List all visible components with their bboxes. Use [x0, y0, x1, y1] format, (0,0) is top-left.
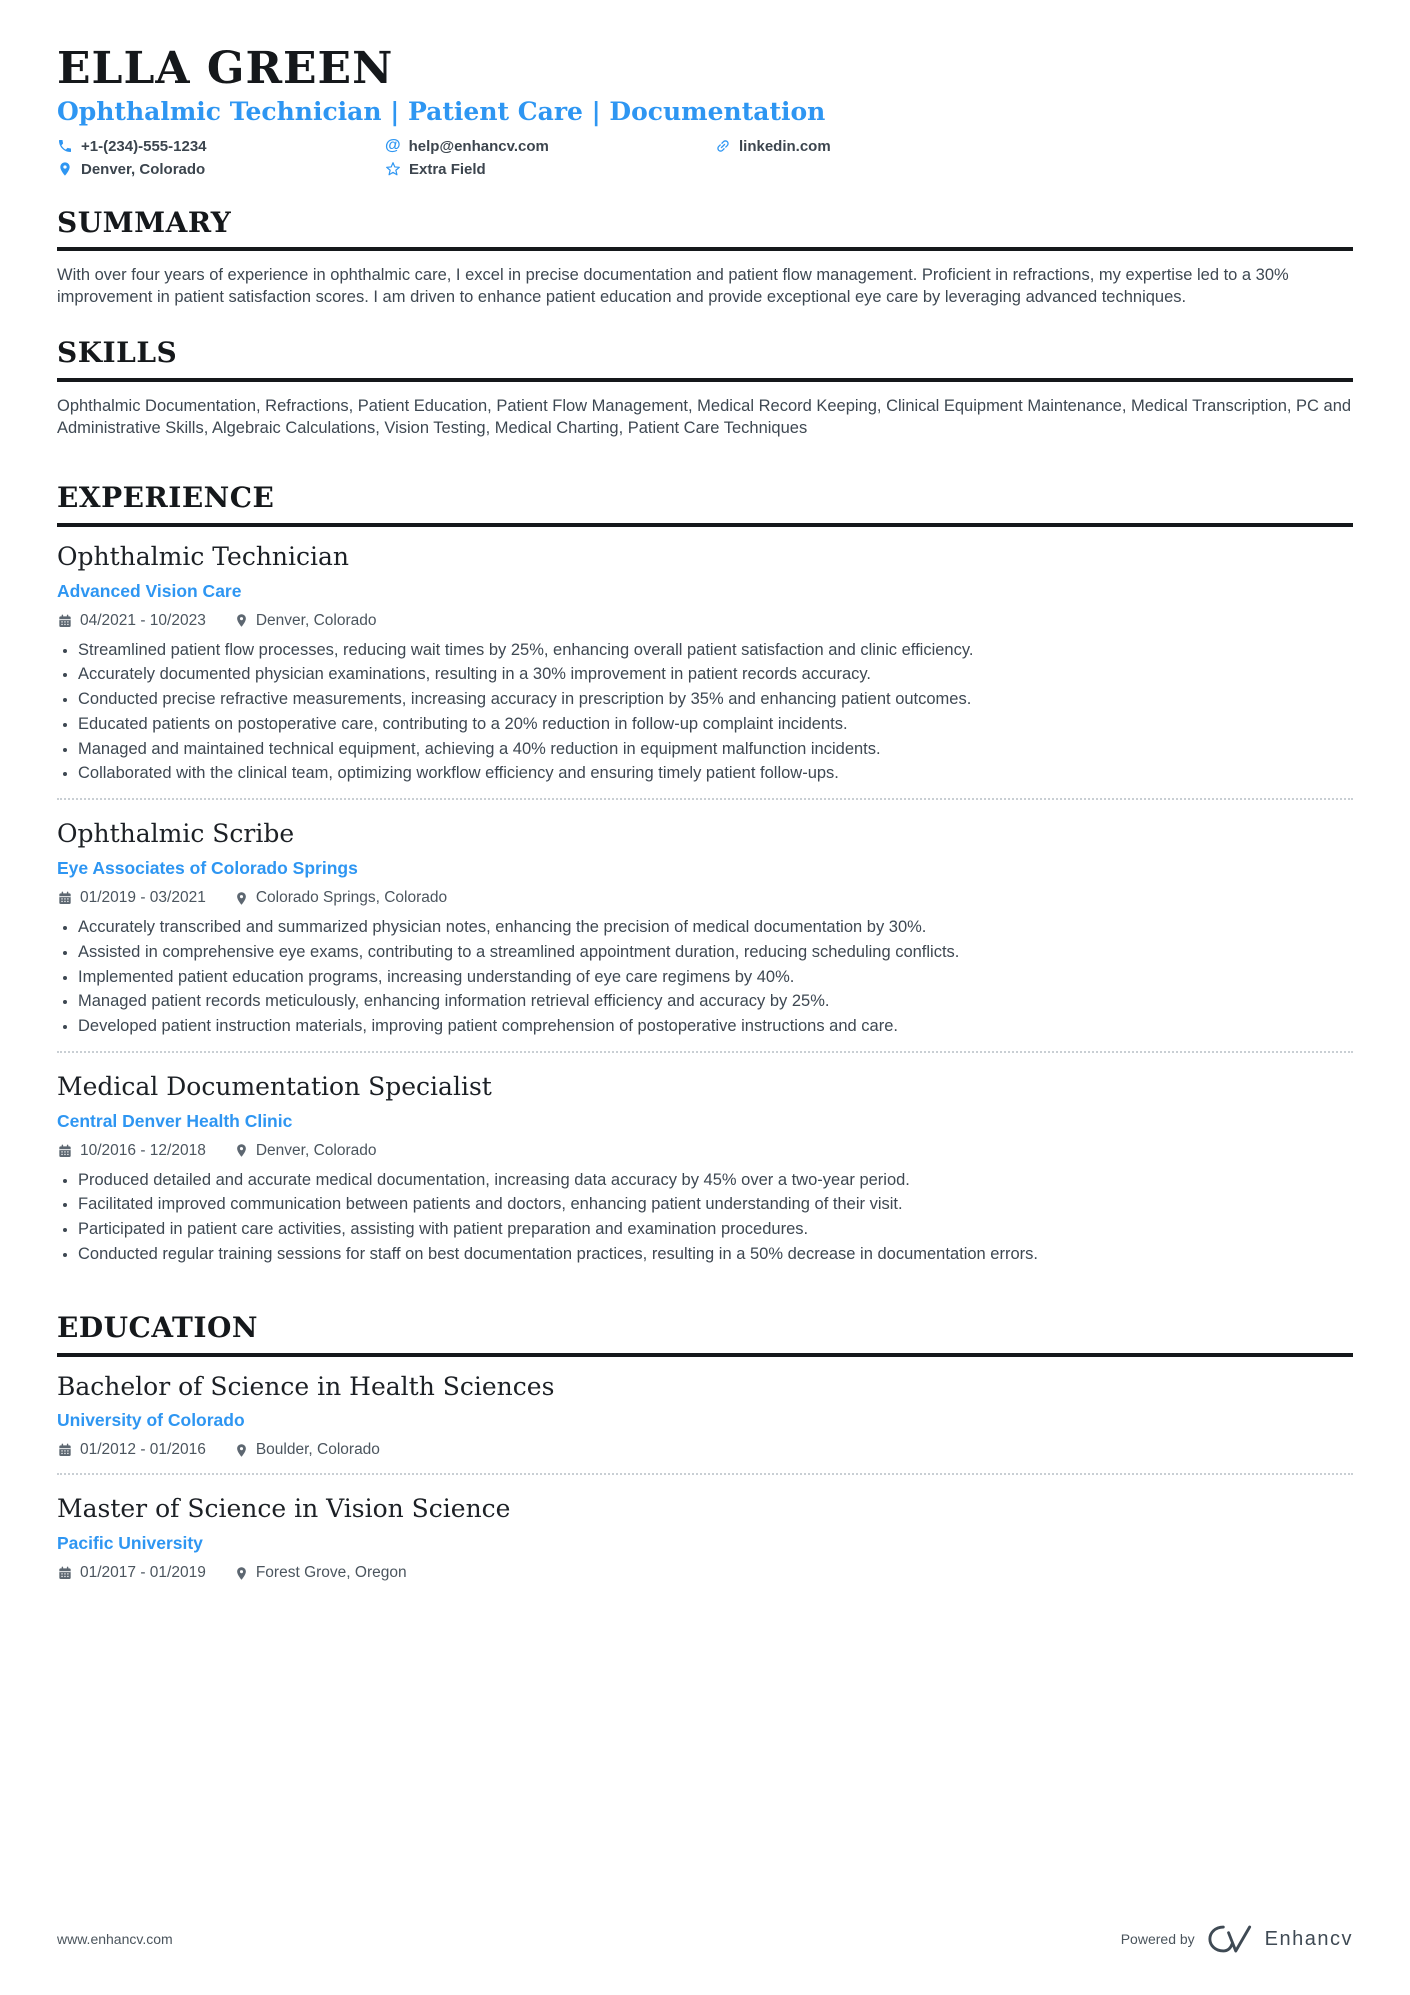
bullet: • Conducted regular training sessions for staff on best documentation practices, resulting in a 50% decrease in documentation errors. — [78, 1244, 1353, 1265]
experience-heading: EXPERIENCE — [57, 483, 1353, 527]
entry-divider — [57, 1051, 1353, 1053]
job-location — [234, 612, 377, 630]
job-dates — [57, 889, 206, 907]
bullet: • Educated patients on postoperative care, contributing to a 20% reduction in follow-up complaint incidents. — [78, 714, 1353, 735]
contact-linkedin[interactable] — [715, 138, 1353, 155]
summary-heading: SUMMARY — [57, 208, 1353, 252]
job-meta — [57, 889, 1353, 907]
bullet: • Conducted precise refractive measurements, increasing accuracy in prescription by 35% and enhancing patient outcomes. — [78, 689, 1353, 710]
summary-section — [57, 205, 1353, 309]
bullet: • Implemented patient education programs, increasing understanding of eye care regimens by 40%. — [78, 967, 1353, 988]
contact-info — [57, 138, 1353, 178]
contact-extra-label: Extra Field — [409, 160, 486, 178]
education-heading: EDUCATION — [57, 1313, 1353, 1357]
contact-phone-label: +1-(234)-555-1234 — [81, 137, 207, 155]
calendar-icon — [57, 1442, 73, 1458]
education-section — [57, 1310, 1353, 1582]
contact-location-label: Denver, Colorado — [81, 160, 206, 178]
job-bullets — [57, 640, 1353, 785]
star-icon — [385, 161, 401, 177]
summary-text: With over four years of experience in ophthalmic care, I excel in precise documentation and patient flow management. Proficient in refractions, my expertise led to a 30% improvement in patient satisfaction scores. I am driven to enhance patient education and provide exceptional eye care by leveraging advanced techniques. — [57, 266, 1289, 306]
location-icon — [234, 891, 249, 906]
location-icon — [57, 161, 73, 177]
degree-title: Bachelor of Science in Health Sciences — [57, 1371, 555, 1401]
school-name: Pacific University — [57, 1533, 203, 1554]
experience-entry — [57, 543, 1353, 784]
company-name: Advanced Vision Care — [57, 580, 242, 601]
degree-location — [234, 1564, 407, 1582]
skills-text: Ophthalmic Documentation, Refractions, Patient Education, Patient Flow Management, Medical Record Keeping, Clinical Equipment Maintenance, Medical Transcription, PC and Administrative Skills, Algebraic Calculations, Vision Testing, Medical Charting, Patient Care Techniques — [57, 397, 1352, 437]
entry-divider — [57, 798, 1353, 800]
calendar-icon — [57, 890, 73, 906]
job-location — [234, 1142, 377, 1160]
bullet: • Participated in patient care activities, assisting with patient preparation and examination procedures. — [78, 1219, 1353, 1240]
degree-location-label: Boulder, Colorado — [255, 1441, 380, 1459]
bullet: • Assisted in comprehensive eye exams, contributing to a streamlined appointment duration, reducing scheduling conflicts. — [78, 942, 1353, 963]
powered-by-label: Powered by — [1120, 1931, 1195, 1947]
calendar-icon — [57, 613, 73, 629]
job-dates-label: 04/2021 - 10/2023 — [80, 611, 206, 629]
job-title: Medical Documentation Specialist — [57, 1071, 492, 1101]
degree-title: Master of Science in Vision Science — [57, 1494, 511, 1524]
job-location — [234, 889, 447, 907]
job-title: Ophthalmic Scribe — [57, 819, 295, 849]
person-headline: Ophthalmic Technician | Patient Care | Documentation — [57, 97, 826, 127]
entry-divider — [57, 1473, 1353, 1475]
brand-wordmark: Enhancv — [1264, 1927, 1353, 1950]
job-dates — [57, 1142, 206, 1160]
contact-phone[interactable] — [57, 138, 385, 155]
contact-linkedin-label: linkedin.com — [739, 137, 831, 155]
job-dates — [57, 612, 206, 630]
location-icon — [234, 1566, 249, 1581]
degree-dates — [57, 1441, 206, 1459]
company-name: Central Denver Health Clinic — [57, 1110, 293, 1131]
job-title: Ophthalmic Technician — [57, 541, 350, 571]
degree-location-label: Forest Grove, Oregon — [255, 1564, 407, 1582]
contact-email[interactable] — [385, 138, 715, 155]
bullet: • Managed and maintained technical equipment, achieving a 40% reduction in equipment malfunction incidents. — [78, 739, 1353, 760]
education-entry — [57, 1373, 1353, 1460]
degree-dates-label: 01/2012 - 01/2016 — [80, 1441, 206, 1459]
link-icon — [715, 138, 731, 154]
company-name: Eye Associates of Colorado Springs — [57, 858, 358, 879]
job-bullets — [57, 917, 1353, 1037]
degree-dates-label: 01/2017 - 01/2019 — [80, 1564, 206, 1582]
job-meta — [57, 1142, 1353, 1160]
degree-meta — [57, 1564, 1353, 1582]
experience-entry — [57, 820, 1353, 1037]
job-meta — [57, 612, 1353, 630]
contact-location — [57, 161, 385, 178]
enhancv-logo-icon — [1207, 1923, 1253, 1955]
resume-header — [57, 43, 1353, 178]
location-icon — [234, 1443, 249, 1458]
skills-section — [57, 338, 1353, 439]
contact-email-label: help@enhancv.com — [408, 137, 549, 155]
bullet: • Collaborated with the clinical team, optimizing workflow efficiency and ensuring timely patient follow-ups. — [78, 763, 1353, 784]
job-dates-label: 10/2016 - 12/2018 — [80, 1141, 206, 1159]
experience-section — [57, 483, 1353, 1269]
degree-dates — [57, 1564, 206, 1582]
job-location-label: Colorado Springs, Colorado — [255, 889, 448, 907]
experience-entry — [57, 1073, 1353, 1265]
location-icon — [234, 1143, 249, 1158]
bullet: • Accurately transcribed and summarized physician notes, enhancing the precision of medical documentation by 30%. — [78, 917, 1353, 938]
education-entry — [57, 1495, 1353, 1582]
location-icon — [234, 613, 249, 628]
email-at-icon: @ — [385, 137, 401, 155]
page-footer — [57, 1923, 1353, 1955]
skills-heading: SKILLS — [57, 338, 1353, 382]
bullet: • Accurately documented physician examinations, resulting in a 30% improvement in patient records accuracy. — [78, 664, 1353, 685]
calendar-icon — [57, 1565, 73, 1581]
bullet: • Streamlined patient flow processes, reducing wait times by 25%, enhancing overall patient satisfaction and clinic efficiency. — [78, 640, 1353, 661]
degree-meta — [57, 1441, 1353, 1459]
powered-by-brand[interactable] — [1121, 1923, 1353, 1955]
bullet: • Produced detailed and accurate medical documentation, increasing data accuracy by 45% over a two-year period. — [78, 1170, 1353, 1191]
calendar-icon — [57, 1143, 73, 1159]
job-location-label: Denver, Colorado — [255, 1141, 377, 1159]
degree-location — [234, 1441, 380, 1459]
bullet: • Facilitated improved communication between patients and doctors, enhancing patient understanding of their visit. — [78, 1194, 1353, 1215]
job-bullets — [57, 1170, 1353, 1265]
footer-website-link[interactable]: www.enhancv.com — [57, 1931, 173, 1947]
school-name: University of Colorado — [57, 1410, 245, 1431]
job-dates-label: 01/2019 - 03/2021 — [80, 889, 206, 907]
bullet: • Managed patient records meticulously, enhancing information retrieval efficiency and accuracy by 25%. — [78, 991, 1353, 1012]
bullet: • Developed patient instruction materials, improving patient comprehension of postoperative instructions and care. — [78, 1016, 1353, 1037]
job-location-label: Denver, Colorado — [255, 611, 377, 629]
contact-extra-field — [385, 161, 715, 178]
phone-icon — [57, 138, 73, 154]
person-name: ELLA GREEN — [57, 43, 394, 94]
